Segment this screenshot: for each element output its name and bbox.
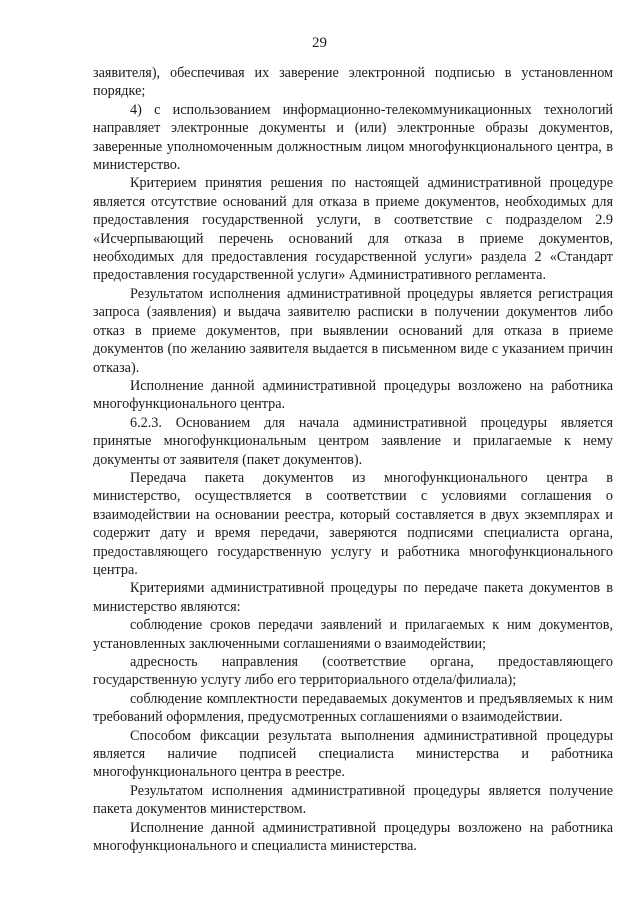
paragraph-transfer-result: Результатом исполнения административной процедуры является получение пакета документов министерством.	[93, 782, 613, 818]
paragraph-continuation: заявителя), обеспечивая их заверение электронной подписью в установленном порядке;	[93, 65, 613, 100]
paragraph-item-4: 4) с использованием информационно-телекоммуникационных технологий направляет электронные документы и (или) электронные образы документов, заверенные уполномоченным должностным лицом многофункционального центра, в министерство.	[93, 101, 613, 174]
paragraph-procedure-result: Результатом исполнения административной процедуры является регистрация запроса (заявления) и выдача заявителю расписки в получении документов либо отказ в приеме документов, при выявлении оснований для отказа в приеме документов (по желанию заявителя выдается в письменном виде с указанием причин отказа).	[93, 285, 613, 376]
paragraph-criterion-completeness: соблюдение комплектности передаваемых документов и предъявляемых к ним требований оформления, предусмотренных соглашениями о взаимодействии.	[93, 690, 613, 726]
paragraph-package-transfer: Передача пакета документов из многофункционального центра в министерство, осуществляется в соответствии с условиями соглашения о взаимодействии на основании реестра, который составляется в двух экземплярах и содержит дату и время передачи, заверяются подписями специалиста органа, предоставляющего государственную услугу и работника многофункционального центра.	[93, 469, 613, 578]
paragraph-responsibility: Исполнение данной административной процедуры возложено на работника многофункционального центра.	[93, 377, 613, 413]
paragraph-criterion-addressing: адресность направления (соответствие органа, предоставляющего государственную услугу либо его территориального отдела/филиала);	[93, 654, 613, 689]
document-body	[93, 64, 613, 855]
paragraph-decision-criterion: Критерием принятия решения по настоящей административной процедуре является отсутствие оснований для отказа в приеме документов, необходимых для предоставления государственной услуги, в соответствие с подразделом 2.9 «Исчерпывающий перечень оснований для отказа в приеме документов, необходимых для предоставления государственной услуги» раздела 2 «Стандарт предоставления государственной услуги» Административного регламента.	[93, 175, 613, 284]
paragraph-6-2-3: 6.2.3. Основанием для начала административной процедуры является принятые многофункциональным центром заявление и прилагаемые к нему документы от заявителя (пакет документов).	[93, 414, 613, 468]
paragraph-transfer-responsibility: Исполнение данной административной процедуры возложено на работника многофункционального и специалиста министерства.	[93, 819, 613, 855]
page-number: 29	[312, 35, 327, 51]
paragraph-criterion-deadlines: соблюдение сроков передачи заявлений и прилагаемых к ним документов, установленных заключенными соглашениями о взаимодействии;	[93, 617, 613, 652]
paragraph-fixation-method: Способом фиксации результата выполнения административной процедуры является наличие подписей специалиста министерства и работника многофункционального центра в реестре.	[93, 727, 613, 781]
paragraph-criteria-intro: Критериями административной процедуры по передаче пакета документов в министерство являются:	[93, 580, 613, 615]
